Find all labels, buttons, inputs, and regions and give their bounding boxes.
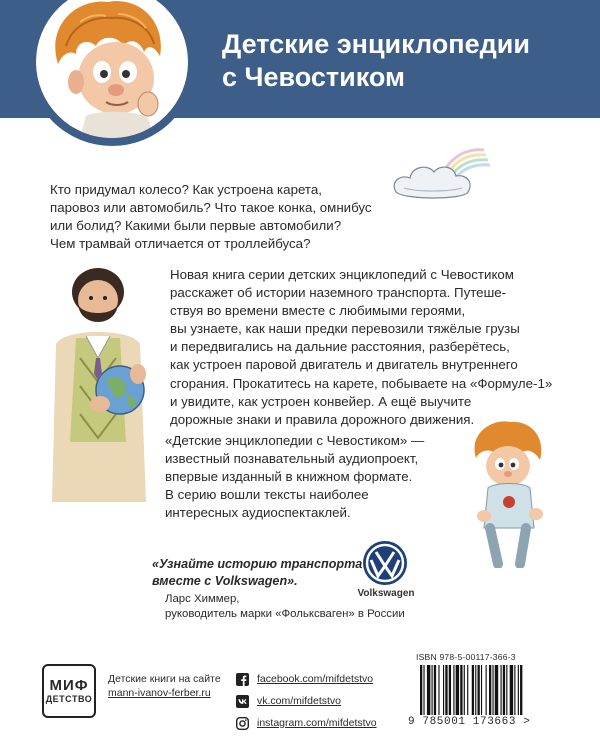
project-paragraph — [165, 432, 455, 522]
barcode-bar — [443, 665, 444, 715]
barcode-bar — [486, 665, 487, 715]
social-links — [236, 668, 377, 734]
lead-line: ствуя во времени вместе с любимыми героями, — [170, 303, 466, 319]
lead-line: сгорания. Прокатитесь на карете, побываете на «Формуле-1» — [170, 375, 553, 391]
barcode-bar — [492, 665, 493, 715]
lead-line: и передвигались на дальние расстояния, разберётесь, — [170, 339, 510, 355]
barcode-bar — [475, 665, 476, 715]
project-line: впервые изданный в книжном формате. — [165, 469, 413, 485]
barcode-bar — [510, 665, 513, 715]
barcode-bar — [514, 665, 515, 715]
author-title: руководитель марки «Фольксваген» в России — [165, 608, 405, 620]
cloud-rainbow-illustration — [388, 140, 498, 215]
quote — [152, 556, 372, 589]
volkswagen-label: Volkswagen — [357, 588, 415, 599]
lead-paragraph — [170, 266, 560, 429]
lead-line: дорожные знаки и правила дорожного движения. — [170, 411, 475, 427]
barcode-bar — [518, 665, 519, 715]
barcode-bar — [501, 665, 502, 715]
lead-line: расскажет об истории наземного транспорта. Путеше- — [170, 285, 507, 301]
page-title — [222, 28, 582, 94]
barcode-bar — [472, 665, 474, 715]
questions-block — [50, 181, 380, 253]
project-line: известный познавательный аудиопроект, — [165, 451, 419, 467]
barcode-bar — [434, 665, 436, 715]
barcode-bar — [438, 665, 439, 715]
site-url-link[interactable]: mann-ivanov-ferber.ru — [108, 687, 211, 699]
vk-link[interactable]: vk.com/mifdetstvo — [257, 695, 342, 707]
lead-line: как устроен паровой двигатель и двигатель внутреннего — [170, 357, 518, 373]
social-row-instagram[interactable] — [236, 712, 377, 734]
barcode-bar — [503, 665, 505, 715]
barcode-bar — [495, 665, 498, 715]
question-line: паровоз или автомобиль? Что такое конка, омнибус — [50, 200, 372, 215]
site-caption: Детские книги на сайте — [108, 673, 221, 685]
barcode-bar — [489, 665, 491, 715]
professor-with-globe-illustration — [34, 262, 164, 507]
barcode-bar — [432, 665, 433, 715]
title-line-1: Детские энциклопедии — [222, 29, 530, 59]
question-line: Чем трамвай отличается от троллейбуса? — [50, 236, 311, 251]
barcode-bar — [445, 665, 447, 715]
mif-detstvo-logo — [42, 664, 96, 718]
instagram-icon — [236, 717, 249, 730]
barcode-bar — [481, 665, 482, 715]
barcode-bar — [506, 665, 507, 715]
logo-line-1: МИФ — [49, 677, 89, 694]
facebook-link[interactable]: facebook.com/mifdetstvo — [257, 673, 374, 685]
barcode-number: 9 785001 173663 > — [408, 716, 531, 728]
barcode-bar — [467, 665, 468, 715]
barcode-bar — [456, 665, 459, 715]
facebook-icon — [236, 673, 249, 686]
instagram-link[interactable]: instagram.com/mifdetstvo — [257, 717, 377, 729]
project-line: интересных аудиоспектаклей. — [165, 505, 351, 521]
author-name: Ларс Химмер, — [165, 593, 240, 605]
lead-line: вы узнаете, как наши предки перевозили тяжёлые грузы — [170, 321, 520, 337]
barcode-bar — [420, 665, 422, 715]
question-line: или болид? Какими были первые автомобили? — [50, 218, 342, 233]
quote-line-2: вместе с Volkswagen». — [152, 573, 298, 588]
vk-icon — [236, 695, 249, 708]
logo-line-2: ДЕТСТВО — [45, 694, 93, 704]
social-row-vk[interactable] — [236, 690, 377, 712]
quote-line-1: «Узнайте историю транспорта — [152, 557, 363, 571]
project-line: В серию вошли тексты наиболее — [165, 487, 369, 503]
lead-line: и увидите, как устроен конвейер. А ещё выучите — [170, 393, 472, 409]
question-line: Кто придумал колесо? Как устроена карета, — [50, 182, 322, 197]
barcode-bar — [460, 665, 462, 715]
chevostik-standing-illustration — [454, 418, 554, 573]
barcode-bar — [453, 665, 454, 715]
lead-line: Новая книга серии детских энциклопедий с Чевостиком — [170, 267, 514, 282]
isbn-label: ISBN 978-5-00117-366-3 — [416, 652, 516, 662]
barcode-bar — [449, 665, 451, 715]
volkswagen-logo-icon — [362, 540, 408, 586]
barcode-bar — [478, 665, 480, 715]
project-line: «Детские энциклопедии с Чевостиком» — — [165, 433, 425, 448]
site-info — [108, 672, 221, 700]
barcode-bar — [464, 665, 465, 715]
barcode — [416, 665, 566, 715]
barcode-bar — [427, 665, 430, 715]
social-row-facebook[interactable] — [236, 668, 377, 690]
title-line-2: с Чевостиком — [222, 62, 405, 92]
barcode-bar — [423, 665, 424, 715]
barcode-bar — [520, 665, 522, 715]
